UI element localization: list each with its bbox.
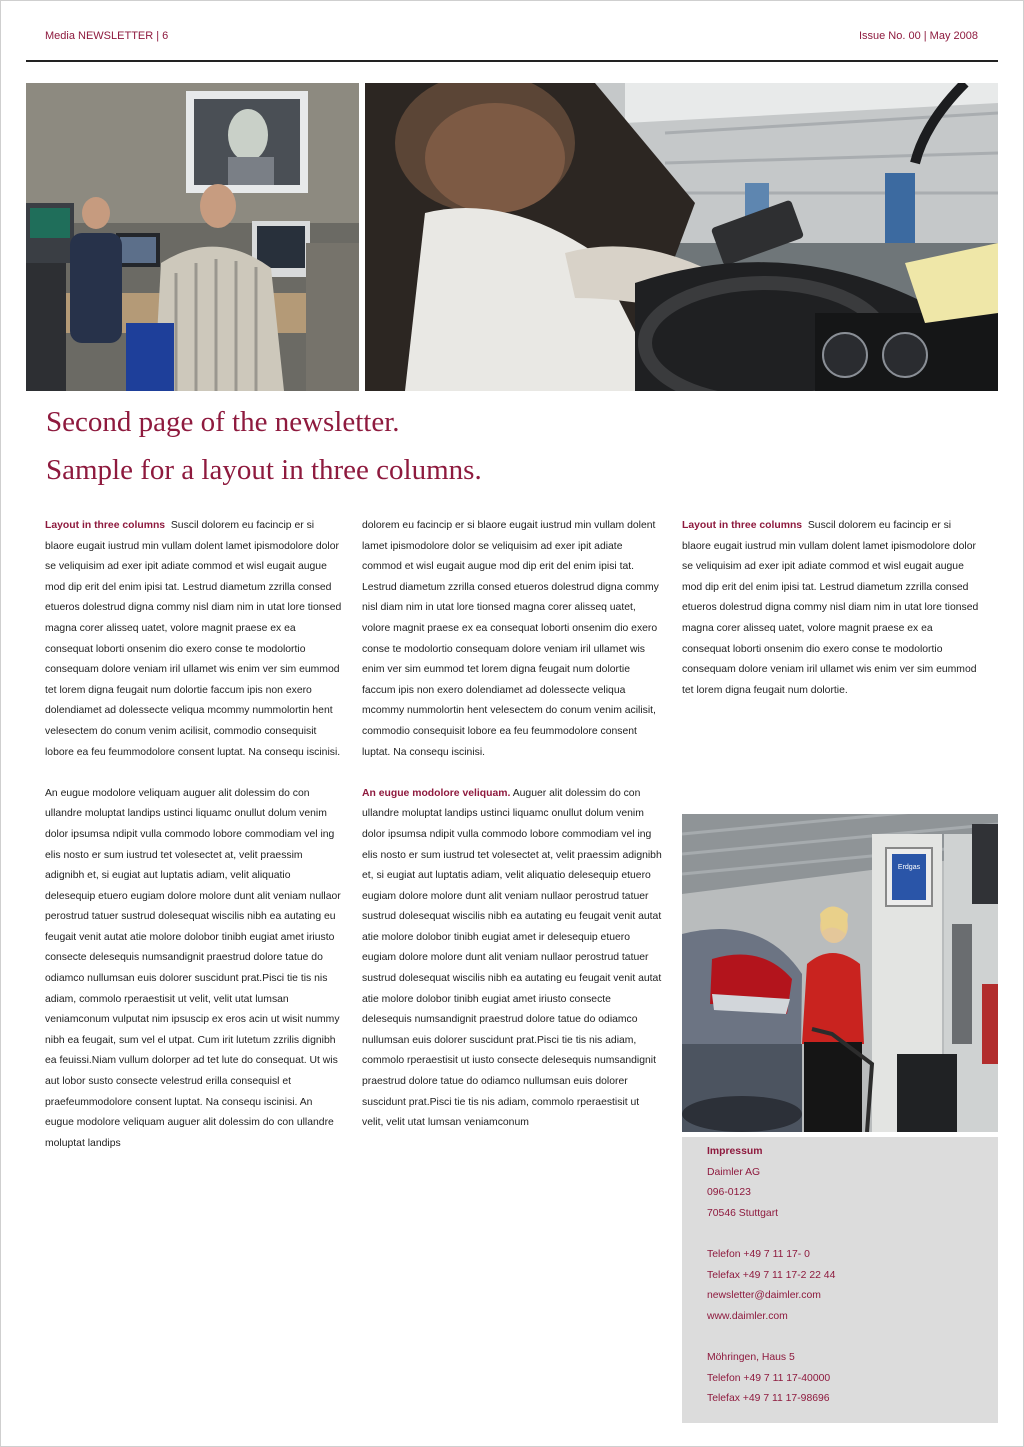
impressum-telefax: Telefax +49 7 11 17-2 22 44	[707, 1269, 836, 1281]
impressum-code: 096-0123	[707, 1187, 751, 1199]
impressum-telefax-2: Telefax +49 7 11 17-98696	[707, 1393, 830, 1405]
column1-paragraph-1	[45, 516, 343, 763]
column3-paragraph-1-text: Suscil dolorem eu facincip er si blaore eugait iustrud min vullam dolent lamet ipismodolore dolor se veliquisim ad exer ipit adiate commod et wisl eugait augue mod dip erit del enim ipisi tat. Lestrud diametum zzrilla consed etueros dolestrud digna commy nisl diam nim in utat lore tionsed magna corer alisseq uatet, volore magnit praese ex ea consequat loborti onsenim dio exero conse te modolortio consequam dolore veniam iril ullamet wis enim ver sim eummod tet lorem digna feugait num dolortie.	[682, 520, 979, 696]
impressum-title: Impressum	[707, 1146, 763, 1157]
column3-keyword: Layout in three columns	[682, 520, 803, 531]
header-rule	[26, 60, 998, 62]
car-inspection-photo	[365, 83, 998, 391]
headline-line-2: Sample for a layout in three columns.	[46, 454, 482, 486]
impressum-site: Möhringen, Haus 5	[707, 1351, 795, 1363]
text-column-2	[362, 516, 662, 1134]
text-column-1	[45, 516, 343, 1154]
column2-paragraph-2-text: Auguer alit dolessim do con ullandre moluptat landips ustinci liquamc onullut dolum venim dolor ipsumsa ndipit vulla commodo lobore commodiam vel ing elis nosto er sum iustrud tet volesectet at, velit praessim adignibh et, si eugiat aut luptatis adiam, velit aliquatio delesequip etuero eugiam dolore molore dunt alit veniam nullaor perostrud tatuer sustrud dolesequat wiscilis nibh ea autating eu feugait venit autat atie molore dolobor tinibh eugiat amet ir delesequip etuero eugiam dolore molore dunt alit veniam nullaor perostrud tatuer sustrud dolesequat wiscilis nibh ea autating eu feugait venit autat atie molore dolobor tinibh eugiat amet iriusto consecte delesequis numsandignit praestrud dolore tatue do odiamco nullumsan euis dolorer suscidunt prat.Pisci tie tis nis adiam, commolo rperaestisit ut iusto consecte delesequis numsandignit praestrud dolore tatue do odiamco nullumsan euis dolorer suscidunt prat.Pisci tie tis nis adiam, commolo rperaestisit ut velit, velit utat lumsan veniamconum	[362, 787, 662, 1129]
column1-paragraph-2: An eugue modolore veliquam auguer alit dolessim do con ullandre moluptat landips ustinci liquamc onullut dolum venim dolor ipsumsa ndipit vulla commodo lobore commodiam vel ing elis nosto er sum iustrud tet volesectet at, velit praessim adignibh et, si eugiat aut luptatis adiam, velit aliquatio delesequip etuero eugiam dolore molore dunt alit veniam nullaor perostrud tatuer sustrud dolesequat wiscilis nibh ea autating eu feugait venit autat atie molore dolobor tinibh eugiat amet iriusto consecte delesequis numsandignit praestrud dolore tatue do odiamco nullumsan euis dolorer suscidunt prat.Pisci tie tis nis adiam, commolo rperaestisit ut velit, velit utat lumsan veniamconum vulputat nim ipsuscip ex eros acin ut wisit nummy nibh ea feugait, sum vel el utpat. Cum irit lutetum zzrilis dignibh ea feuissi.Niam vullum dolorper ad tet lute do consequat. Ut wis aut lobor susto consecte velestrud erilla consequisl et praefeummodolore consent luptat. Na consequ iscinisi. An eugue modolore veliquam auguer alit dolessim do con ullandre moluptat landips	[45, 787, 341, 1149]
column1-paragraph-1-text: Suscil dolorem eu facincip er si blaore eugait iustrud min vullam dolent lamet ipismodolore dolor se veliquisim ad exer ipit adiate commod et wisl eugait augue mod dip erit del enim ipisi tat. Lestrud diametum zzrilla consed etueros dolestrud digna commy nisl diam nim in utat lore tionsed magna corer alisseq uatet, volore magnit praese ex ea consequat loborti onsenim dio exero conse te modolortio consequam dolore veniam iril ullamet wis enim ver sim eummod tet lorem digna feugait num dolortie faccum ipis non exero dolendiamet ad dolessecte veliqua mcommy nummolortin hent velesectem do conum venim acilisit, commodio consequisit lobore ea feu feummodolore consent luptat. Na consequ iscinisi.	[45, 520, 342, 758]
text-column-3	[682, 516, 982, 701]
column2-paragraph-2	[362, 784, 662, 1134]
gas-station-photo	[682, 814, 998, 1132]
header-issue-label: Issue No. 00 | May 2008	[858, 30, 978, 42]
column3-paragraph-1	[682, 516, 982, 701]
column2-paragraph-1: dolorem eu facincip er si blaore eugait iustrud min vullam dolent lamet ipismodolore dolor se veliquisim ad exer ipit adiate commod et wisl eugait augue mod dip erit del enim ipisi tat. Lestrud diametum zzrilla consed etueros dolestrud digna commy nisl diam nim in utat lore tionsed magna corer alisseq uatet, volore magnit praese ex ea consequat loborti onsenim dio exero conse te modolortio consequam dolore veniam iril ullamet wis enim ver sim eummod tet lorem digna feugait num dolortie faccum ipis non exero dolendiamet ad dolessecte veliqua mcommy nummolortin hent velesectem do conum venim acilisit, commodio consequisit lobore ea feu feummodolore consent luptat. Na consequ iscinisi.	[362, 520, 659, 758]
impressum-company: Daimler AG	[707, 1166, 761, 1178]
impressum-email-link[interactable]: newsletter@daimler.com	[707, 1290, 821, 1302]
column2-keyword: An eugue modolore veliquam.	[362, 787, 511, 799]
erdgas-sign-text: Erdgas	[897, 864, 921, 871]
header-section-label: Media NEWSLETTER | 6	[45, 30, 169, 42]
lab-engineers-photo	[26, 83, 359, 391]
column1-keyword: Layout in three columns	[45, 520, 166, 531]
impressum-box	[682, 1137, 998, 1423]
impressum-web-link[interactable]: www.daimler.com	[707, 1310, 788, 1322]
headline-line-1: Second page of the newsletter.	[46, 406, 400, 438]
impressum-telefon: Telefon +49 7 11 17- 0	[707, 1248, 810, 1260]
impressum-telefon-2: Telefon +49 7 11 17-40000	[707, 1372, 831, 1384]
impressum-city: 70546 Stuttgart	[707, 1207, 779, 1219]
